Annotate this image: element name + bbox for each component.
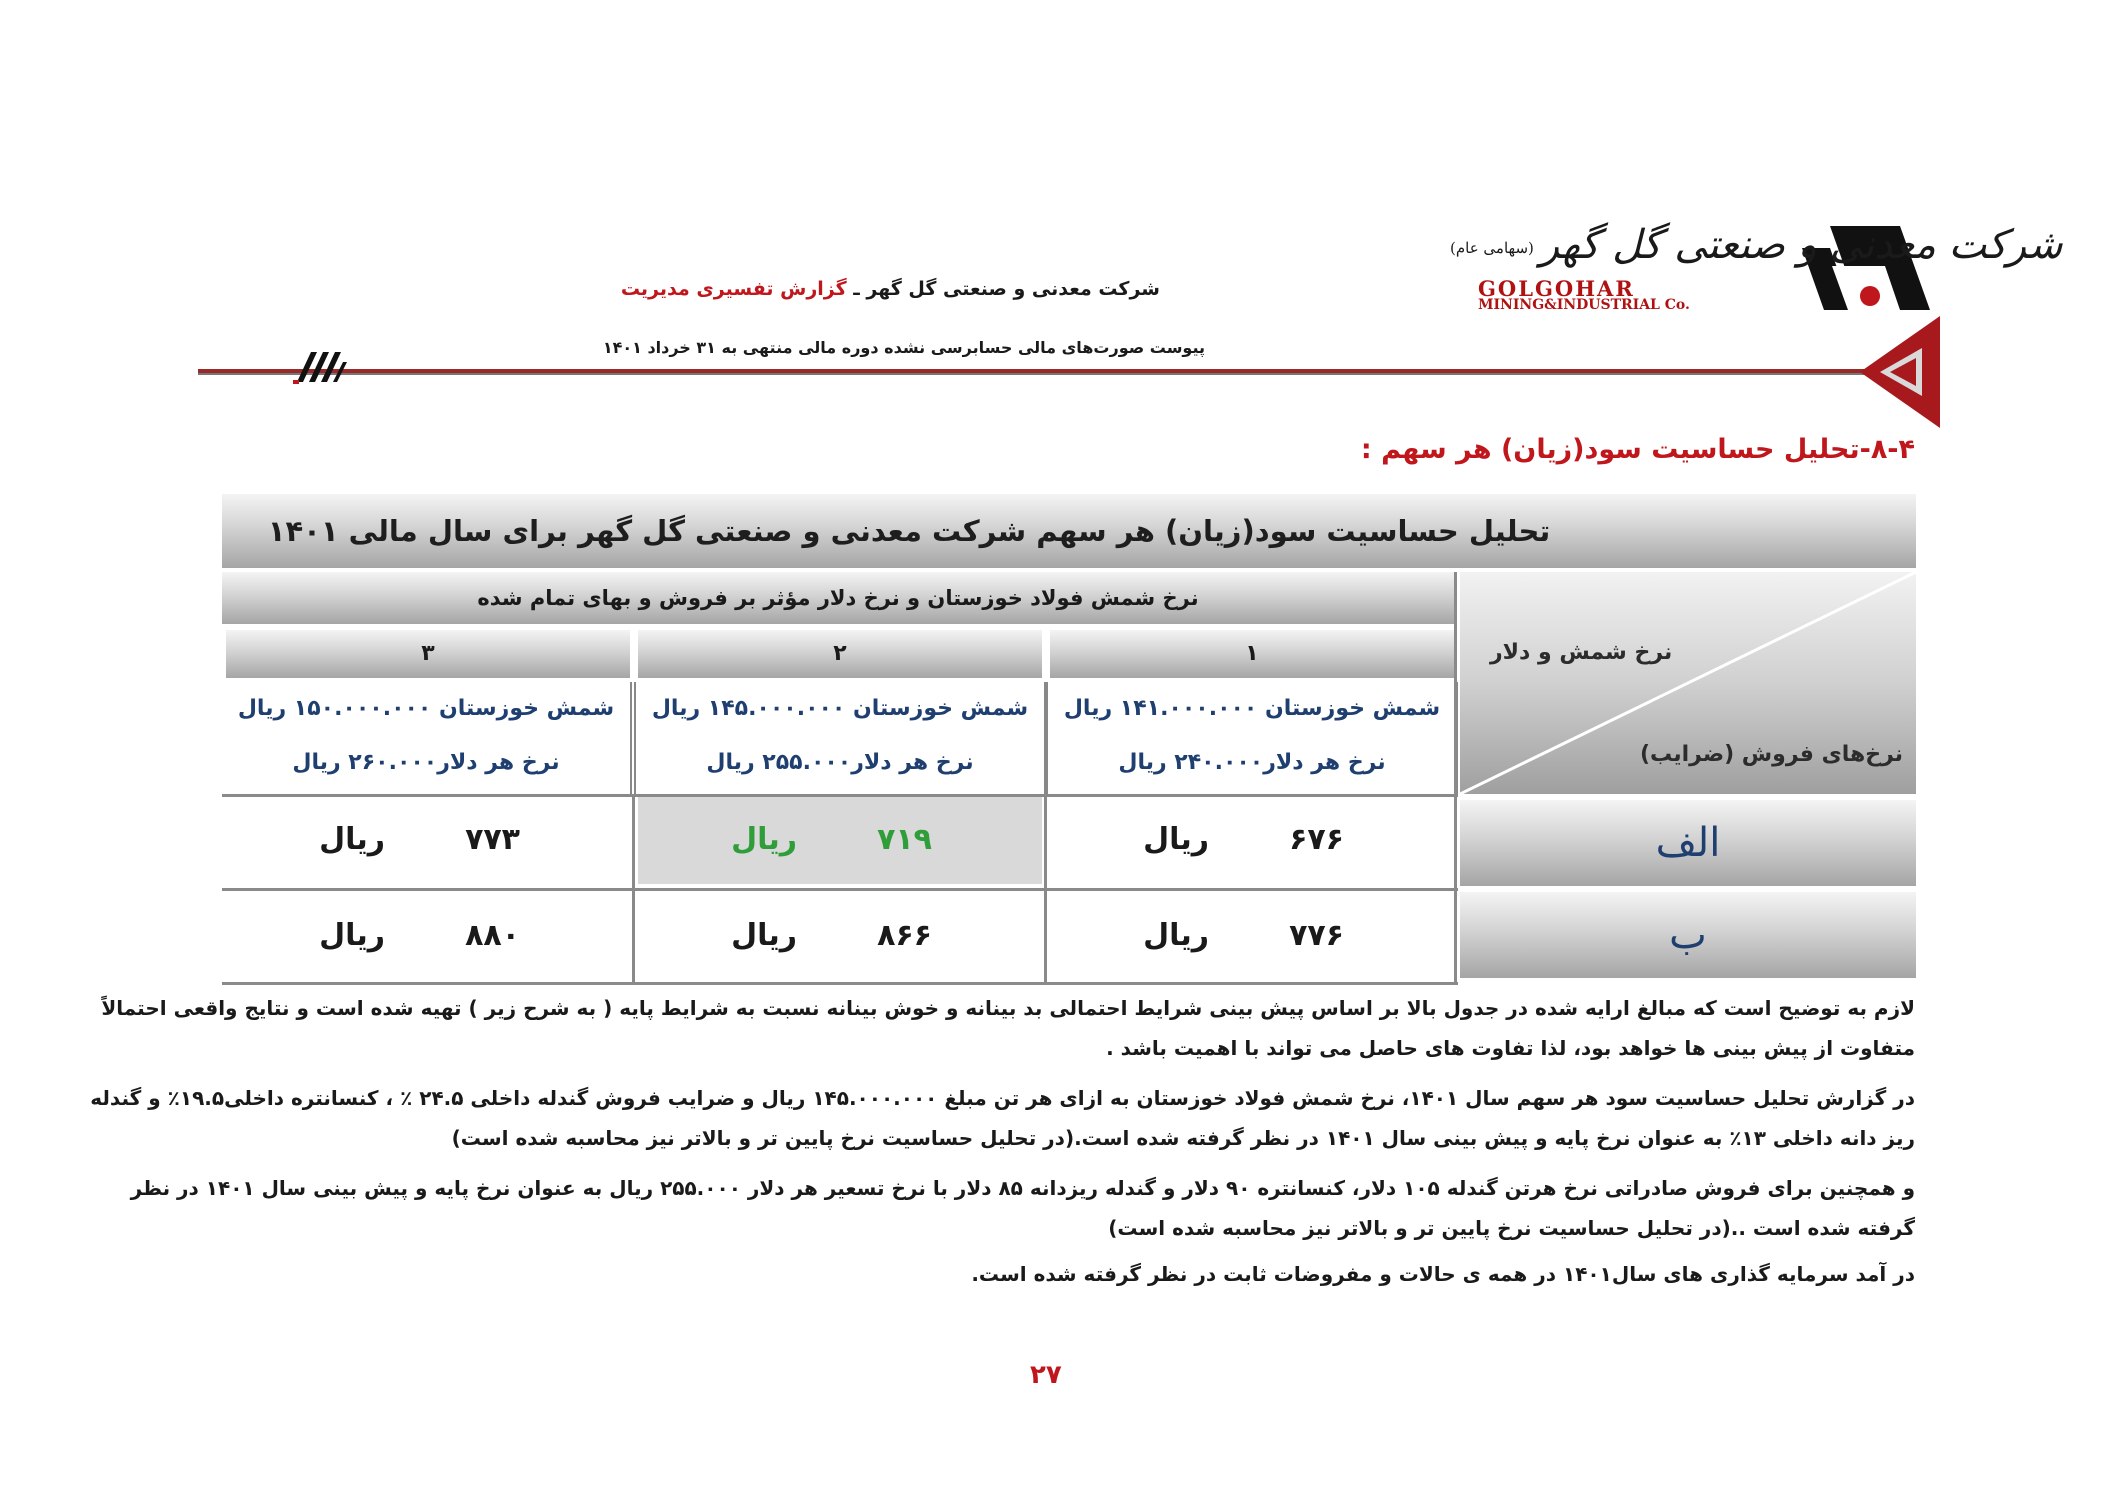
header-ribbon-icon — [1860, 316, 1940, 428]
report-name: گزارش تفسیری مدیریت — [620, 278, 847, 300]
logo-english-name: GOLGOHAR — [1478, 276, 1635, 301]
logo-persian-name: شرکت معدنی و صنعتی گل گهر(سهامی عام) — [1450, 222, 2063, 268]
scenario-number-2: ۲ — [638, 630, 1042, 678]
logo-english-subname: MINING&INDUSTRIAL Co. — [1478, 297, 1690, 313]
note-line: ریز دانه داخلی ۱۳٪ به عنوان نرخ پایه و پیش بینی سال ۱۴۰۱ در نظر گرفته شده است.(در تحلیل حساسیت نرخ پایین تر و بالاتر نیز محاسبه شده است) — [451, 1126, 1915, 1150]
table-divider — [1454, 572, 1457, 984]
table-cell: ۷۷۶ ریال — [1143, 918, 1344, 953]
header-rule — [198, 366, 1938, 376]
small-logo-icon — [293, 348, 349, 384]
row-label-be: ب — [1460, 892, 1916, 978]
table-divider — [632, 796, 635, 984]
table-cell: ۷۷۳ ریال — [319, 822, 520, 857]
table-cell: ۶۷۶ ریال — [1143, 822, 1344, 857]
note-line: در گزارش تحلیل حساسیت سود هر سهم سال ۱۴۰۱، نرخ شمش فولاد خوزستان به ازای هر تن مبلغ ۱۴۵.۰۰۰.۰۰۰ ریال و ضرایب فروش گندله داخلی ۲۴.۵ ٪ ، کنسانتره داخلی۱۹.۵٪ و گندله — [90, 1086, 1915, 1110]
note-line: و همچنین برای فروش صادراتی نرخ هرتن گندله ۱۰۵ دلار، کنسانتره ۹۰ دلار و گندله ریزدانه ۸۵ دلار با نرخ تسعیر هر دلار ۲۵۵.۰۰۰ ریال به عنوان نرخ پایه و پیش بینی سال ۱۴۰۱ در نظر — [130, 1176, 1915, 1200]
table-cell-highlighted: ۷۱۹ ریال — [638, 796, 1042, 884]
note-line: گرفته شده است ..(در تحلیل حساسیت نرخ پایین تر و بالاتر نیز محاسبه شده است) — [1108, 1216, 1915, 1240]
scenario-2-description: شمش خوزستان ۱۴۵.۰۰۰.۰۰۰ ریال نرخ هر دلار۲۵۵.۰۰۰ ریال — [634, 682, 1046, 794]
scenario-number-1: ۱ — [1050, 630, 1454, 678]
table-divider — [222, 888, 1458, 891]
table-cell: ۸۸۰ ریال — [319, 918, 520, 953]
corner-label-rates: نرخ شمش و دلار — [1490, 640, 1673, 665]
section-title: ۸-۴-تحلیل حساسیت سود(زیان) هر سهم : — [1360, 434, 1915, 465]
corner-label-coefficients: نرخ‌های فروش (ضرایب) — [1640, 742, 1904, 767]
header-title: شرکت معدنی و صنعتی گل گهر ـ گزارش تفسیری مدیریت — [620, 278, 1160, 300]
note-line: در آمد سرمایه گذاری های سال۱۴۰۱ در همه ی حالات و مفروضات ثابت در نظر گرفته شده است. — [971, 1262, 1915, 1286]
scenario-number-3: ۳ — [226, 630, 630, 678]
scenario-3-description: شمش خوزستان ۱۵۰.۰۰۰.۰۰۰ ریال نرخ هر دلار۲۶۰.۰۰۰ ریال — [222, 682, 632, 794]
table-divider — [222, 982, 1458, 985]
table-cell: ۸۶۶ ریال — [731, 918, 932, 953]
header-subtitle: پیوست صورت‌های مالی حسابرسی نشده دوره مالی منتهی به ۳۱ خرداد ۱۴۰۱ — [602, 338, 1205, 357]
row-label-alef: الف — [1460, 800, 1916, 886]
page-number: ۲۷ — [1030, 1360, 1062, 1390]
table-divider — [222, 794, 1458, 797]
scenario-1-description: شمش خوزستان ۱۴۱.۰۰۰.۰۰۰ ریال نرخ هر دلار۲۴۰.۰۰۰ ریال — [1046, 682, 1458, 794]
note-line: متفاوت از پیش بینی ها خواهد بود، لذا تفاوت های حاصل می تواند با اهمیت باشد . — [1106, 1036, 1915, 1060]
table-title: تحلیل حساسیت سود(زیان) هر سهم شرکت معدنی و صنعتی گل گهر برای سال مالی ۱۴۰۱ — [267, 514, 1551, 548]
table-group-header-label: نرخ شمش فولاد خوزستان و نرخ دلار مؤثر بر فروش و بهای تمام شده — [477, 586, 1199, 610]
note-line: لازم به توضیح است که مبالغ ارایه شده در جدول بالا بر اساس پیش بینی شرایط احتمالی بد بینانه و خوش بینانه نسبت به شرایط پایه ( به شرح زیر ) تهیه شده است و نتایج واقعی احتمالاً — [101, 996, 1915, 1020]
table-divider — [1044, 796, 1047, 984]
